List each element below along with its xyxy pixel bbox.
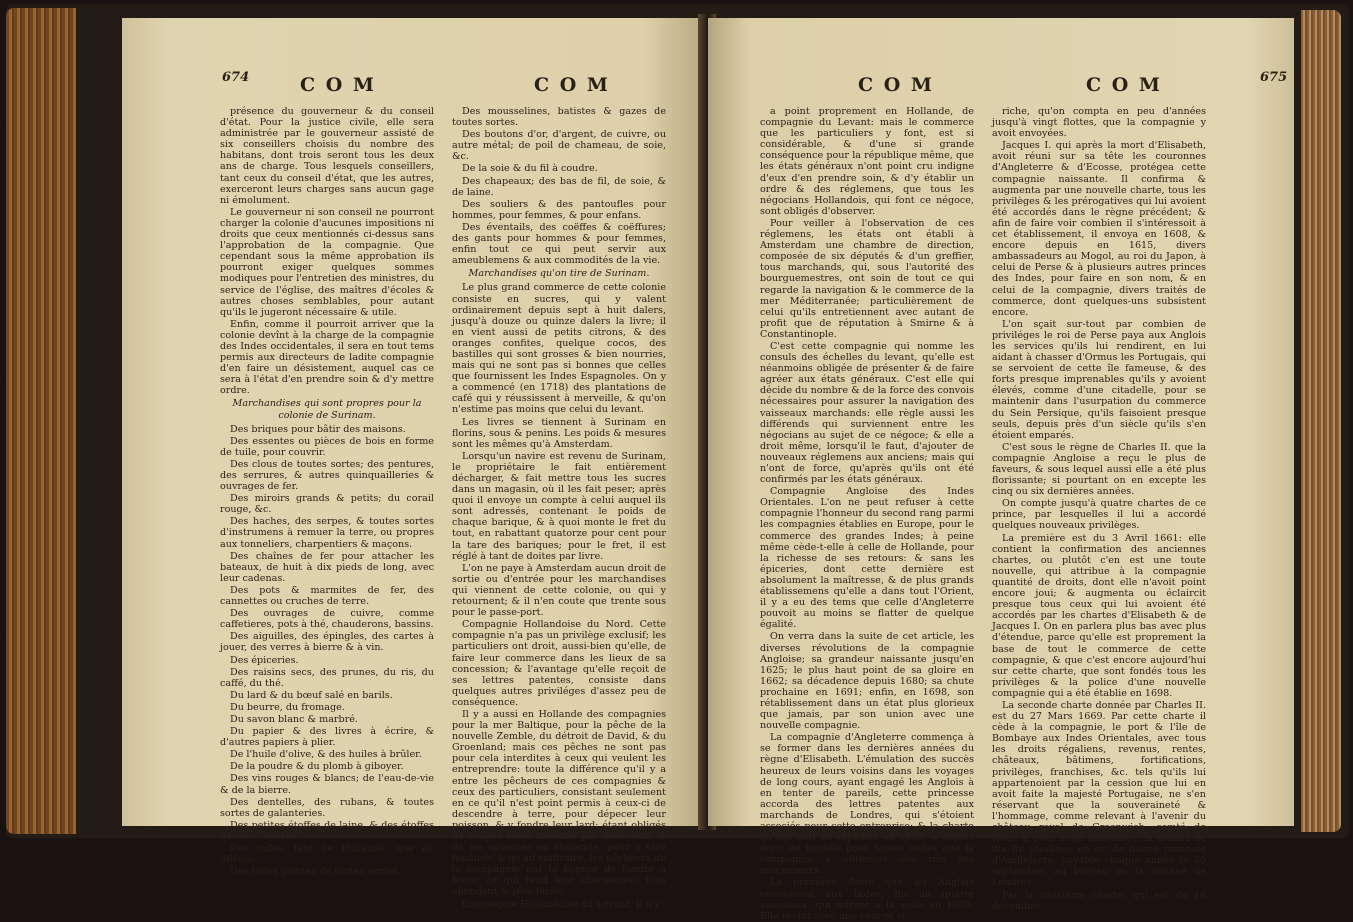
paragraph: Du papier & des livres à écrire, & d'autres papiers à plier. <box>220 726 434 749</box>
paragraph: La première est du 3 Avril 1661: elle contient la confirmation des anciennes chartes, ou plutôt c'en est une toute nouvelle, qui attribue à la compagnie quantité de droits, dont elle n'avoit point encore joui; & augmenta ou éclaircit presque tous ceux qui lui avoient été accordés par les chartes d'Elisabeth & de Jacques I. On en parlera plus bas avec plus d'étendue, parce qu'elle est proprement la base de tout le commerce de cette compagnie, & que c'est encore aujourd'hui sur cette charte, que sont fondés tous les privilèges & la police d'une nouvelle compagnie qui a été établie en 1698. <box>992 532 1206 699</box>
paragraph: Compagnie Hollandoise du Levant. Il n'y <box>462 898 660 910</box>
paragraph: Pour veiller à l'observation de ces réglemens, les états ont établi à Amsterdam une chambre de direction, composée de six députés & d'un greffier, tous marchands, qui, sous l'autorité des bourguemestres, ont soin de tout ce qui regarde la navigation & le commerce de la mer Méditerranée; particulièrement de celui qu'ils entretiennent avec autant de profit que de réputation à Smirne & à Constantinople. <box>760 217 974 340</box>
paragraph: Des aiguilles, des épingles, des cartes à jouer, des verres à bierre & à vin. <box>220 631 434 654</box>
paragraph: Des haches, des serpes, & toutes sortes d'instrumens à remuer la terre, ou propres aux tonneliers, charpentiers & maçons. <box>220 516 434 550</box>
paragraph: Compagnie Hollandoise du Nord. Cette compagnie n'a pas un privilège exclusif; les particuliers ont droit, aussi-bien qu'elle, de faire leur commerce dans les lieux de sa concession; & l'avantage qu'elle reçoit de ses lettres patentes, consiste dans quelques autres priviléges d'assez peu de conséquence. <box>452 619 666 708</box>
paragraph: Des pots & marmites de fer, des cannettes ou cruches de terre. <box>220 584 434 608</box>
paragraph: Des ouvrages de cuivre, comme caffetieres, pots à thé, chauderons, bassins. <box>220 608 434 631</box>
paragraph: On compte jusqu'à quatre chartes de ce prince, par lesquelles il lui a accordé quelques nouveaux privilèges. <box>992 498 1206 532</box>
text-column-1 <box>760 106 974 922</box>
paragraph: présence du gouverneur & du conseil d'état. Pour la justice civile, elle sera administrée par le gouverneur assisté de six conseillers choisis du nombre des habitans, dont trois seront tous les deux ans de charge. Tous lesquels conseillers, tant ceux du conseil d'état, que les autres, exerceront leurs charges sans aucun gage ni émolument. <box>220 106 434 206</box>
paragraph: Le gouverneur ni son conseil ne pourront charger la colonie d'aucunes impositions ni droits que ceux mentionnés ci-dessus sans l'approbation de la compagnie. Que cependant sous la même approbation ils pourront exiger quelques sommes modiques pour l'entretien des ministres, du service de l'église, des maîtres d'écoles & autres choses semblables, pour autant qu'ils le jugeront nécessaire & utile. <box>220 206 434 318</box>
section-heading: Marchandises qu'on tire de Surinam. <box>468 268 650 280</box>
paragraph: La première flotte que les Anglois envoyèrent aux Indes, fut de quatre vaisseaux, qui mirent à la voile en 1600. Elle revint avec une charge si <box>760 877 974 922</box>
section-heading: Marchandises qui sont propres pour la colonie de Surinam. <box>232 398 422 421</box>
paragraph: De la soie & du fil à coudre. <box>462 163 598 175</box>
paragraph: Des miroirs grands & petits; du corail rouge, &c. <box>220 493 434 516</box>
running-head-right: C O M <box>534 74 610 96</box>
paragraph: C'est cette compagnie qui nomme les consuls des échelles du levant, qu'elle est néanmoins obligée de présenter & de faire agréer aux états généraux. C'est elle qui décide du nombre & de la force des convois nécessaires pour assurer la navigation des vaisseaux marchands: elle règle aussi les différends qui surviennent entre les négocians au sujet de ce négoce; & elle a droit même, lorsqu'il le faut, d'ajouter de nouveaux réglemens aux anciens; mais qui n'ont de force, qu'après qu'ils ont été confirmés par les états généraux. <box>760 340 974 486</box>
paragraph: Des essentes ou pièces de bois en forme de tuile, pour couvrir. <box>220 435 434 458</box>
paragraph: Par la troisième charte, qui est du 16 décembre <box>992 889 1206 912</box>
paragraph: Il y a aussi en Hollande des compagnies pour la mer Baltique, pour la pêche de la nouvelle Zemble, du détroit de David, & du Groenland; mais ces pêches ne sont pas pour cela interdites à ceux qui veulent les entreprendre: toute la différence qu'il y a entre les pêcheurs de ces compagnies & ceux des particuliers, consistant seulement en ce qu'il n'est point permis à ceux-ci de descendre à terre, pour dépecer leur poisson, & y fondre leur lard; étant obligés de couper leurs baleines par morceaux, & de les apporter en Hollande, pour y être fondues; & qu'au contraire, les pêcheurs de la compagnie ont la licence de fondre à terre; ce qui rend leur chargement plus abondant & plus facile. <box>452 708 666 898</box>
paragraph: Les livres se tiennent à Surinam en florins, sous & penins. Les poids & mesures sont les mêmes qu'à Amsterdam. <box>452 416 666 450</box>
paragraph: Le plus grand commerce de cette colonie consiste en sucres, qui y valent ordinairement depuis sept à huit dalers, jusqu'à douze ou quinze dalers la livre; il en vient aussi de petits citrons, & des oranges confites, quelque cocos, des bastilles qui sont grosses & bien nourries, mais qui ne sont pas si bonnes que celles que fournissent les Indes Espagnoles. On y a commencé (en 1718) des plantations de café qui y réussissent à merveille, & qu'on n'estime pas moins que celui du levant. <box>452 282 666 416</box>
paragraph: L'on sçait sur-tout par combien de priviléges le roi de Perse paya aux Anglois les services qu'ils lui rendirent, en lui aidant à chasser d'Ormus les Portugais, qui se servoient de cette île fameuse, & des forts presque imprenables qu'ils y avoient élevés, comme d'une citadelle, pour se maintenir dans l'usurpation du commerce du Sein Persique, qu'ils faisoient presque seuls, depuis près d'un siècle qu'ils s'en étoient emparés. <box>992 318 1206 441</box>
paragraph: Des clous de toutes sortes; des pentures, des serrures, & autres quinquailleries & ouvrages de fer. <box>220 458 434 493</box>
paragraph: Des briques pour bâtir des maisons. <box>230 423 406 435</box>
paragraph: Des mousselines, batistes & gazes de toutes sortes. <box>452 106 666 129</box>
paragraph: Des chapeaux; des bas de fil, de soie, & de laine. <box>452 175 666 198</box>
left-page <box>122 18 702 910</box>
text-column-1 <box>220 106 434 878</box>
page-number: 674 <box>222 70 250 85</box>
paragraph: Jacques I. qui après la mort d'Elisabeth, avoit réuni sur sa tête les couronnes d'Angleterre & d'Ecosse, protégea cette compagnie naissante. Il confirma & augmenta par une nouvelle charte, tous les privilèges & les prérogatives qui lui avoient été accordés dans le règne précédent; & afin de faire voir combien il s'intéressoit à cet établissement, il envoya en 1608, & encore depuis en 1615, divers ambassadeurs au Mogol, au roi du Japon, à celui de Perse & à plusieurs autres princes des Indes, pour faire en son nom, & en celui de la compagnie, divers traités de commerce, dont quelques-uns subsistent encore. <box>992 140 1206 318</box>
paragraph: Des boutons d'or, d'argent, de cuivre, ou autre métal; de poil de chameau, de soie, &c. <box>452 129 666 163</box>
paragraph: C'est sous le règne de Charles II. que la compagnie Angloise a reçu le plus de faveurs, & sous lequel aussi elle a été plus florissante; si pourtant on en excepte les cinq ou six dernières années. <box>992 441 1206 498</box>
paragraph: Des toiles, tant de Hollande, que de Silésie. <box>220 843 434 866</box>
paragraph: Des toiles peintes de toutes sortes. <box>230 866 401 878</box>
book-fore-edge-left <box>6 8 76 834</box>
right-page <box>708 18 1294 922</box>
book-fore-edge-right <box>1301 10 1341 832</box>
paragraph: Du beurre, du fromage. <box>230 701 345 713</box>
text-column-2 <box>992 106 1206 912</box>
paragraph: De la poudre & du plomb à giboyer. <box>230 761 404 773</box>
running-head-left: C O M <box>300 74 376 96</box>
paragraph: Compagnie Angloise des Indes Orientales. L'on ne peut refuser à cette compagnie l'honneur du second rang parmi les compagnies établies en Europe, pour le commerce des grandes Indes; à peine même cède-t-elle à celle de Hollande, pour la richesse de ses retours: & sans les épiceries, dont cette dernière est absolument la maîtresse, & de plus grands établissemens qu'elle a dans tout l'Orient, il y a eu des tems que celle d'Angleterre pouvoit au moins se flatter de quelque égalité. <box>760 486 974 631</box>
paragraph: Lorsqu'un navire est revenu de Surinam, le propriétaire le fait entièrement décharger, & fait mettre tous les sucres dans un magasin, où il les fait peser; après quoi il envoye un compte à celui auquel ils sont adressés, contenant le poids de chaque barique, & à quoi monte le fret du tout, en rabattant quatorze pour cent pour la tare des bariques; pour le fret, il est réglé à tant de doites par livre. <box>452 450 666 562</box>
paragraph: On verra dans la suite de cet article, les diverses révolutions de la compagnie Angloise; sa grandeur naissante jusqu'en 1625; le plus haut point de sa gloire en 1662; sa décadence depuis 1680; sa chute prochaine en 1691; enfin, en 1698, son rétablissement dans un état plus glorieux que jamais, par son union avec une nouvelle compagnie. <box>760 631 974 732</box>
paragraph: Des raisins secs, des prunes, du ris, du caffé, du thé. <box>220 666 434 689</box>
text-column-2 <box>452 106 666 910</box>
page-number: 675 <box>1260 70 1288 85</box>
running-head-right: C O M <box>1086 74 1162 96</box>
paragraph: La seconde charte donnée par Charles II. est du 27 Mars 1669. Par cette charte il cède à la compagnie, le port & l'île de Bombaye aux Indes Orientales, avec tous les droits régaliens, revenus, rentes, châteaux, bâtimens, fortifications, privilèges, franchises, &c. tels qu'ils lui appartenoient par la cession que lui en avoit faite la majesté Portugaise, ne s'en réservant que la souveraineté & l'hommage, comme relevant à l'avenir du château royal de Greenwich, comté de Kent; & pour toute redevance, la somme de dix liv. sterlings en or, de bonne monnoie d'Angleterre, payable chaque année le 30 septembre, au bureau de la douane de Londres. <box>992 699 1206 889</box>
paragraph: Des chaînes de fer pour attacher les bateaux, de huit à dix pieds de long, avec leur cadenas. <box>220 550 434 584</box>
paragraph: De l'huile d'olive, & des huiles à brûler. <box>230 749 422 761</box>
paragraph: La compagnie d'Angleterre commença à se former dans les dernières années du règne d'Elisabeth. L'émulation des succès heureux de leurs voisins dans les voyages de long cours, ayant engagé les Anglois à en tenter de pareils, cette princesse accorda des lettres patentes aux marchands de Londres, qui s'étoient associés pour cette entreprise; & la charte qu'elle leur fit expédier en 1599, a depuis servi de modèle pour toutes celles que la compagnie a obtenues des rois ses successeurs. <box>760 732 974 877</box>
paragraph: Des vins rouges & blancs; de l'eau-de-vie & de la bierre. <box>220 773 434 796</box>
paragraph: Des épiceries. <box>230 654 299 666</box>
paragraph: Des dentelles, des rubans, & toutes sortes de galanteries. <box>220 796 434 819</box>
paragraph: Des petites étoffes de laine, & des étoffes de soie, légeres. <box>220 819 434 842</box>
paragraph: Enfin, comme il pourroit arriver que la colonie devînt à la charge de la compagnie des Indes occidentales, il sera en tout tems permis aux directeurs de ladite compagnie d'en faire un désistement, auquel cas ce sera à l'état d'en prendre soin & d'y mettre ordre. <box>220 318 434 397</box>
running-head-left: C O M <box>858 74 934 96</box>
paragraph: Du lard & du bœuf salé en barils. <box>230 689 393 701</box>
paragraph: L'on ne paye à Amsterdam aucun droit de sortie ou d'entrée pour les marchandises qui viennent de cette colonie, ou qui y retournent; & il n'en coute que trente sous pour le passe-port. <box>452 562 666 619</box>
paragraph: Des éventails, des coëffes & coëffures; des gants pour hommes & pour femmes, enfin tout ce qui peut servir aux ameublemens & aux commodités de la vie. <box>452 221 666 267</box>
paragraph: Du savon blanc & marbré. <box>230 713 358 725</box>
paragraph: riche, qu'on compta en peu d'années jusqu'à vingt flottes, que la compagnie y avoit envoyées. <box>992 106 1206 140</box>
paragraph: a point proprement en Hollande, de compagnie du Levant: mais le commerce que les particuliers y font, est si considérable, & d'une si grande conséquence pour la république même, que les états généraux n'ont point cru indigne d'eux d'en prendre soin, & d'y établir un ordre & des réglemens, que tous les négocians Hollandois, qui font ce négoce, sont obligés d'observer. <box>760 106 974 217</box>
paragraph: Des souliers & des pantoufles pour hommes, pour femmes, & pour enfans. <box>452 198 666 221</box>
